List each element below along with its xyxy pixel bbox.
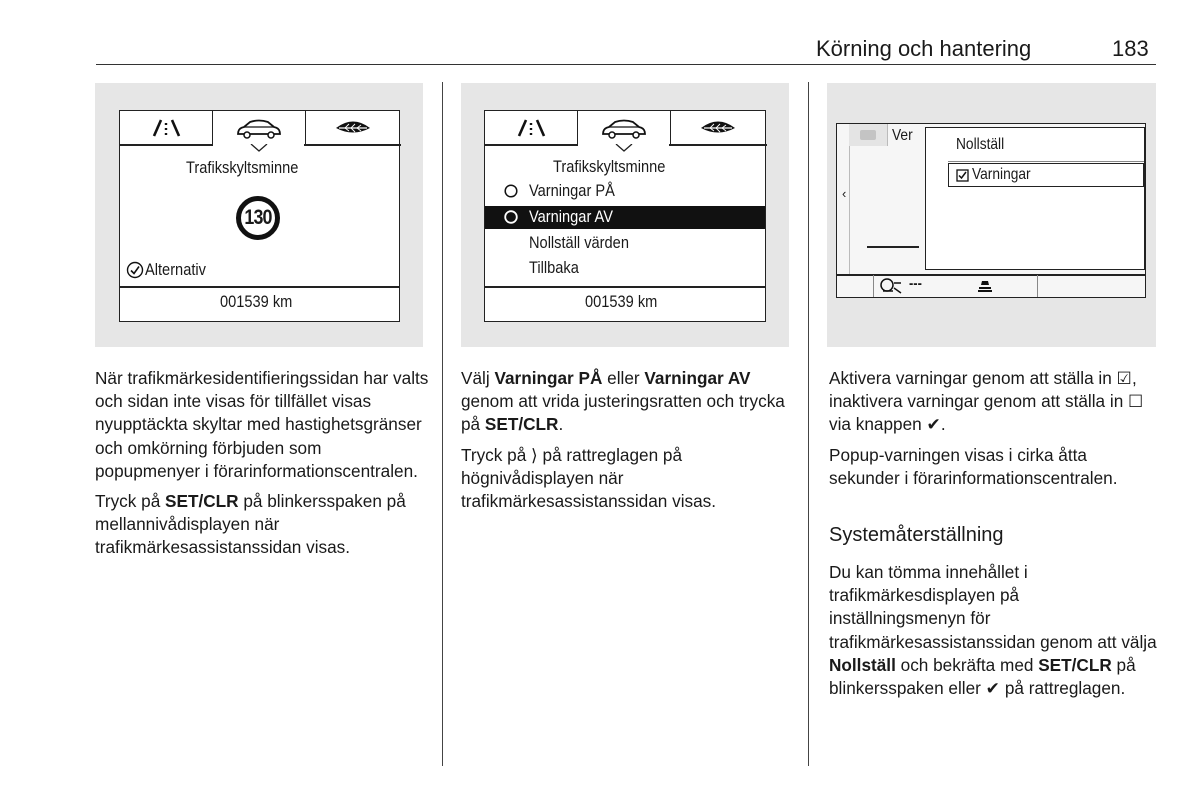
paragraph-intro: När trafikmärkesidentifieringssidan har valts och sidan inte visas för tillfället visas nyupptäckta skyltar med hastighetsgränser och omkörning förbjuden som popupmenyer i förarinformationscentralen. [95, 368, 429, 481]
tab-pointer-icon [250, 144, 268, 152]
frame-line [849, 124, 850, 274]
radio-icon [504, 210, 518, 224]
footer-divider [485, 286, 765, 288]
check-circle-icon [126, 261, 144, 279]
odometer-reading: 001539 km [220, 292, 293, 311]
status-dashes: --- [909, 275, 922, 292]
display-title: Trafikskyltsminne [186, 158, 299, 177]
menu-item-back[interactable]: Tillbaka [529, 258, 579, 277]
paragraph-popup-duration: Popup-varningen visas i cirka åtta sekunder i förarinformationscentralen. [829, 444, 1118, 488]
page-number: 183 [1112, 36, 1149, 61]
column-2-text [461, 367, 795, 520]
high-level-display [836, 123, 1146, 298]
display-tabs [120, 111, 399, 145]
column-1-text [95, 367, 429, 567]
column-3-reset-text [829, 561, 1159, 707]
cluster-display [119, 110, 400, 322]
checkbox-checked-icon[interactable] [956, 169, 969, 182]
column-3-text [829, 367, 1159, 497]
chevron-left-icon[interactable]: ‹ [842, 186, 847, 201]
status-divider [1037, 275, 1038, 297]
tab-pointer-icon [615, 144, 633, 152]
figure-warnings-menu [461, 83, 789, 347]
header-rule [96, 64, 1156, 65]
paragraph-activate-warnings: Aktivera varningar genom att ställa in ☑, inaktivera varningar genom att ställa in ☐ via knappen ✔. [829, 368, 1144, 435]
paragraph-set-clr: Tryck på SET/CLR på blinkersspaken på mellannivådisplayen när trafikmärkesassistanssidan visas. [95, 491, 406, 558]
menu-item-warnings-on[interactable]: Varningar PÅ [529, 181, 615, 200]
traffic-sign-assist-icon [879, 277, 905, 295]
paragraph-high-level: Tryck på ⟩ på rattreglagen på högnivådisplayen när trafikmärkesassistanssidan visas. [461, 444, 717, 512]
car-icon [212, 111, 306, 146]
tab-underline [304, 144, 401, 146]
vehicle-icon [849, 124, 888, 146]
popup-divider [948, 161, 1144, 162]
status-divider [873, 275, 874, 297]
speed-limit-sign [236, 196, 280, 240]
tab-underline [485, 144, 577, 146]
car-icon [577, 111, 671, 146]
tab-underline [120, 144, 212, 146]
road-icon [120, 111, 212, 145]
paragraph-reset: Du kan tömma innehållet i trafikmärkesdisplayen på inställningsmenyn för trafikmärkesassistanssidan genom att välja Nollställ och bekräfta med SET/CLR på blinkersspaken eller ✔ på rattreglagen. [829, 562, 1157, 699]
section-heading-system-reset: Systemåterställning [829, 524, 1004, 546]
speed-limit-value: 130 [244, 206, 272, 229]
paragraph-select-warnings: Välj Varningar PÅ eller Varningar AV genom att vrida justeringsratten och trycka på SET/CLR. [461, 368, 785, 435]
column-divider-2 [808, 82, 809, 766]
eco-leaf-icon [669, 111, 767, 145]
tab-underline [669, 144, 767, 146]
menu-item-warnings-off[interactable]: Varningar AV [529, 207, 613, 226]
popup-item-warnings[interactable]: Varningar [972, 166, 1031, 183]
figure-reset-popup [827, 83, 1156, 347]
eco-leaf-icon [304, 111, 401, 145]
road-icon [485, 111, 577, 145]
left-panel-label: Ver [892, 127, 913, 144]
page-header-title: Körning och hantering [816, 36, 1032, 61]
status-bar-line [837, 274, 1145, 276]
option-label: Alternativ [145, 260, 206, 279]
display-title: Trafikskyltsminne [553, 157, 666, 176]
lane-assist-icon [977, 279, 993, 293]
odometer-reading: 001539 km [585, 292, 658, 311]
cluster-display [484, 110, 766, 322]
figure-traffic-sign-memory [95, 83, 423, 347]
level-indicator [867, 246, 919, 248]
footer-divider [120, 286, 399, 288]
menu-item-warnings-off-highlight[interactable] [485, 206, 765, 229]
display-tabs [485, 111, 765, 145]
radio-icon [504, 184, 518, 198]
popup-item-reset[interactable]: Nollställ [956, 136, 1005, 153]
popup-menu [925, 127, 1145, 270]
column-divider-1 [442, 82, 443, 766]
menu-item-reset-values[interactable]: Nollställ värden [529, 233, 629, 252]
